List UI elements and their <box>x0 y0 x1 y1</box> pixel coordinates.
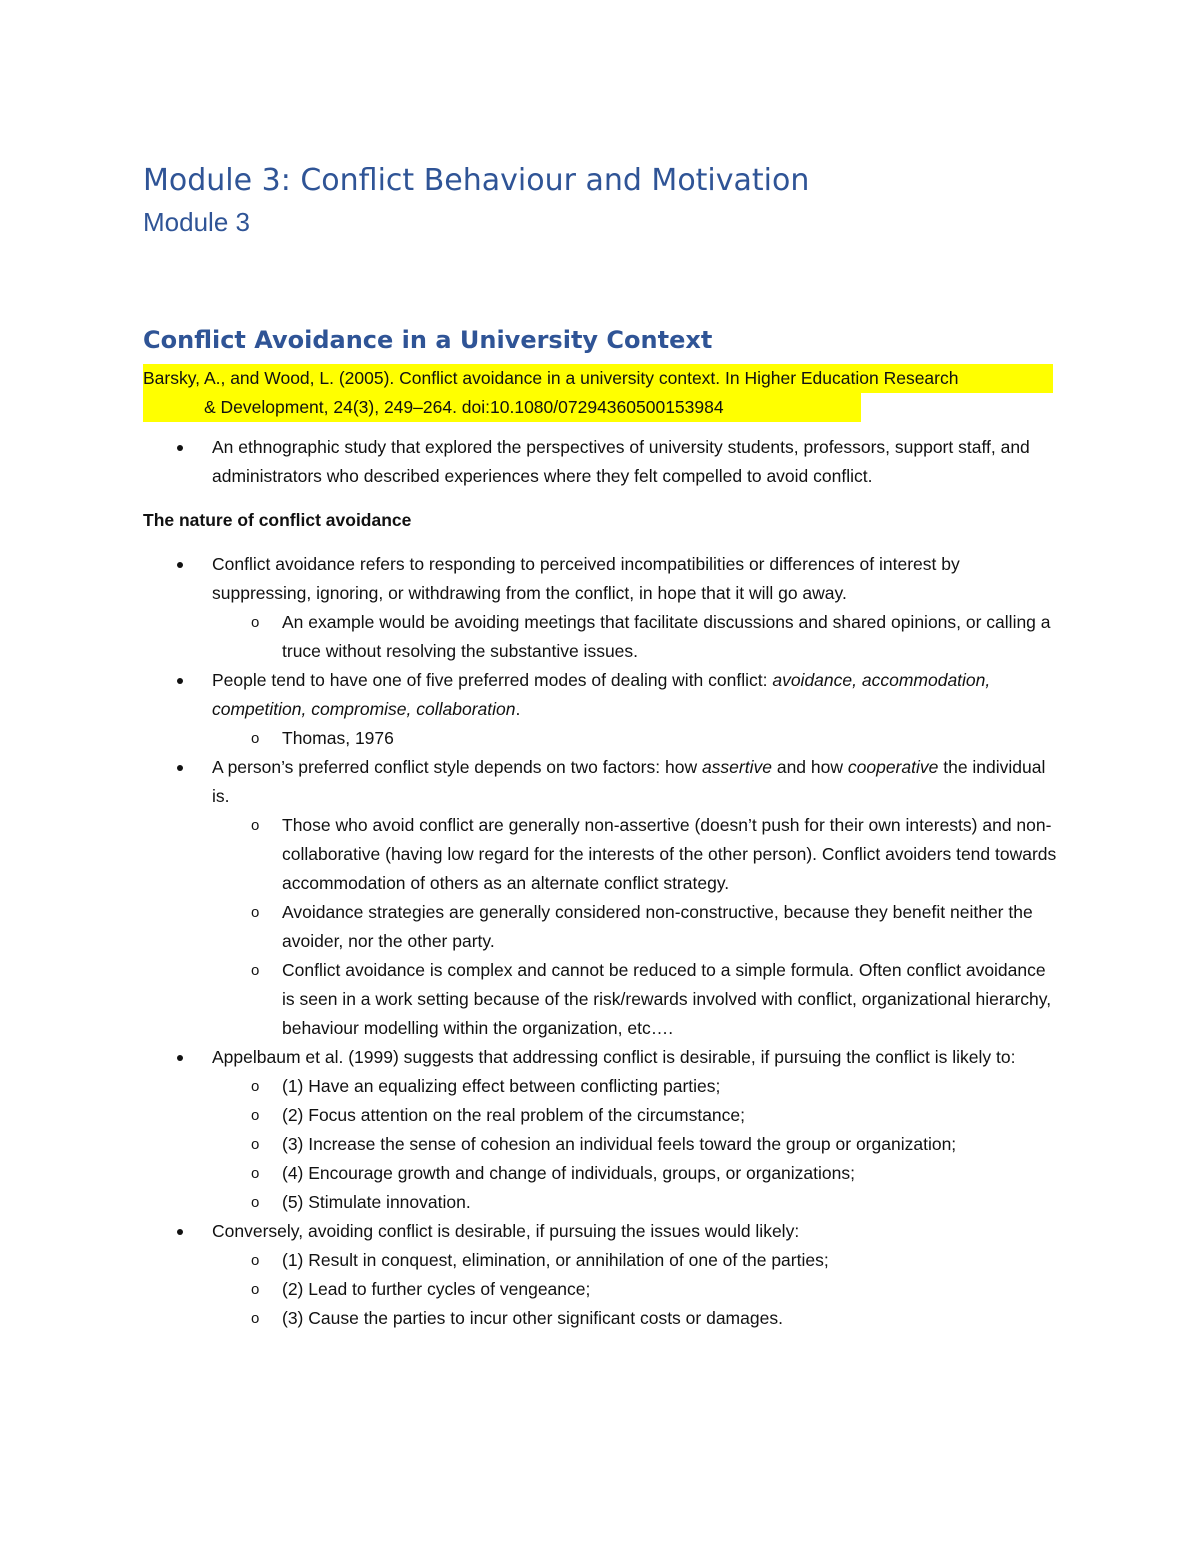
list-item: o (5) Stimulate innovation. <box>143 1188 1063 1217</box>
citation-line-2: & Development, 24(3), 249–264. doi:10.1080/07294360500153984 <box>143 393 861 422</box>
style-text-1: A person’s preferred conflict style depends on two factors: how <box>212 757 702 777</box>
modes-intro: People tend to have one of five preferred modes of dealing with conflict: <box>212 670 773 690</box>
section-heading: Conflict Avoidance in a University Context <box>143 326 713 354</box>
style-text-2: and how <box>771 757 848 777</box>
bullet-conflict-style <box>143 753 1063 811</box>
bullet-preferred-modes <box>143 666 1063 724</box>
bullet-definition: Conflict avoidance refers to responding to perceived incompatibilities or differences of interest by suppressing, ignoring, or withdrawing from the conflict, in hope that it will go away. <box>143 550 1063 608</box>
list-item: o (4) Encourage growth and change of individuals, groups, or organizations; <box>143 1159 1063 1188</box>
document-body <box>143 433 1063 1333</box>
sub-bullet-avoiders: o Those who avoid conflict are generally non-assertive (doesn’t push for their own interests) and non-collaborative (having low regard for the interests of the other person). Conflict avoiders tend towards accommodation of others as an alternate conflict strategy. <box>143 811 1063 898</box>
nature-heading: The nature of conflict avoidance <box>143 510 412 530</box>
list-item: o (2) Focus attention on the real problem of the circumstance; <box>143 1101 1063 1130</box>
citation-line-1: Barsky, A., and Wood, L. (2005). Conflict avoidance in a university context. In Higher Education Research <box>143 364 1053 393</box>
list-item: o (2) Lead to further cycles of vengeance; <box>143 1275 1063 1304</box>
style-text-3: the individual is. <box>212 757 1046 806</box>
module-title: Module 3: Conflict Behaviour and Motivation <box>143 163 810 198</box>
list-item: o (3) Cause the parties to incur other significant costs or damages. <box>143 1304 1063 1333</box>
modes-period: . <box>515 699 521 719</box>
module-subtitle: Module 3 <box>143 207 250 237</box>
sub-bullet-non-constructive: o Avoidance strategies are generally considered non-constructive, because they benefit neither the avoider, nor the other party. <box>143 898 1063 956</box>
bullet-conversely: Conversely, avoiding conflict is desirable, if pursuing the issues would likely: <box>143 1217 1063 1246</box>
bullet-intro: An ethnographic study that explored the perspectives of university students, professors, support staff, and administrators who described experiences where they felt compelled to avoid conflict. <box>143 433 1063 491</box>
bullet-appelbaum: Appelbaum et al. (1999) suggests that addressing conflict is desirable, if pursuing the conflict is likely to: <box>143 1043 1063 1072</box>
list-item: o (1) Have an equalizing effect between conflicting parties; <box>143 1072 1063 1101</box>
style-assertive: assertive <box>701 757 772 777</box>
modes-list: avoidance, accommodation, competition, compromise, collaboration <box>212 670 991 719</box>
sub-bullet-example: o An example would be avoiding meetings that facilitate discussions and shared opinions, or calling a truce without resolving the substantive issues. <box>143 608 1063 666</box>
citation <box>143 364 1053 422</box>
sub-bullet-thomas: o Thomas, 1976 <box>143 724 1063 753</box>
style-cooperative: cooperative <box>847 757 939 777</box>
sub-bullet-complex: o Conflict avoidance is complex and cannot be reduced to a simple formula. Often conflict avoidance is seen in a work setting because of the risk/rewards involved with conflict, organizational hierarchy, behaviour modelling within the organization, etc…. <box>143 956 1063 1043</box>
list-item: o (3) Increase the sense of cohesion an individual feels toward the group or organization; <box>143 1130 1063 1159</box>
list-item: o (1) Result in conquest, elimination, or annihilation of one of the parties; <box>143 1246 1063 1275</box>
